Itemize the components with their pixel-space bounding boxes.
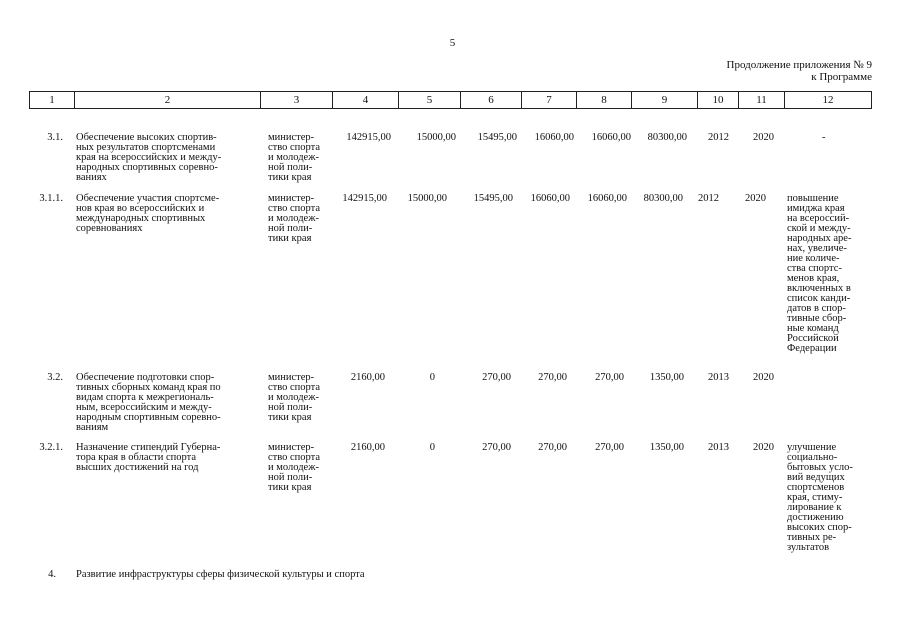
total-amount: 2160,00 — [350, 442, 385, 453]
total-amount: 2160,00 — [350, 372, 385, 383]
amount-2014: 270,00 — [538, 372, 567, 383]
amount-total-period: 80300,00 — [643, 193, 683, 204]
amount-2014: 16060,00 — [530, 193, 570, 204]
executor: министер- ство спорта и молодеж- ной поли- тики края — [268, 132, 321, 183]
header-col-2: 2 — [75, 92, 261, 108]
amount-2015: 270,00 — [595, 372, 624, 383]
total-amount: 142915,00 — [342, 193, 387, 204]
end-year: 2020 — [753, 442, 774, 453]
amount-2013: 15495,00 — [473, 193, 513, 204]
amount-total-period: 80300,00 — [647, 132, 687, 143]
amount-2015: 16060,00 — [591, 132, 631, 143]
activity-name: Обеспечение подготовки спор- тивных сборных команд края по видам спорта к межрегиональ- ным, всероссийским и между- народным спортивным соревно- ваниям — [76, 372, 221, 433]
header-col-12: 12 — [822, 94, 834, 106]
start-year: 2012 — [698, 193, 719, 204]
activity-name: Обеспечение участия спортсме- нов края во всероссийских и международных спортивных соревнованиях — [76, 193, 220, 234]
amount-total-period: 1350,00 — [649, 442, 684, 453]
amount-2014: 270,00 — [538, 442, 567, 453]
header-col-9: 9 — [632, 92, 698, 108]
header-col-3: 3 — [261, 92, 333, 108]
header-col-1: 1 — [30, 92, 75, 108]
continuation-line-2: к Программе — [811, 71, 872, 83]
section-number: 4. — [48, 569, 56, 580]
table-header-row — [29, 91, 872, 109]
header-col-11: 11 — [739, 92, 785, 108]
row-number: 3.1.1. — [39, 193, 63, 204]
executor: министер- ство спорта и молодеж- ной поли- тики края — [268, 442, 321, 493]
activity-name: Назначение стипендий Губерна- тора края в области спорта высших достижений на год — [76, 442, 221, 473]
amount-2014: 16060,00 — [534, 132, 574, 143]
amount-2013: 270,00 — [482, 372, 511, 383]
row-number: 3.1. — [47, 132, 63, 143]
row-number: 3.2.1. — [39, 442, 63, 453]
continuation-line-1: Продолжение приложения № 9 — [726, 59, 872, 71]
expected-result: улучшение социально- бытовых усло- вий ведущих спортсменов края, стиму- лирование к достижению высоких спор- тивных ре- зультатов — [787, 442, 853, 553]
amount-2015: 270,00 — [595, 442, 624, 453]
amount-2015: 16060,00 — [587, 193, 627, 204]
expected-result: повышение имиджа края на всероссий- ской и между- народных аре- нах, увеличе- ние количе- ства спортс- менов края, включенных в список канди- датов в спор- тивные сбор- ные команд Российской Федерации — [787, 193, 852, 354]
amount-2012: 15000,00 — [407, 193, 447, 204]
header-col-8: 8 — [577, 92, 632, 108]
activity-name: Обеспечение высоких спортив- ных результатов спортсменами края на всероссийских и между- народных спортивных соревно- ваниях — [76, 132, 222, 183]
executor: министер- ство спорта и молодеж- ной поли- тики края — [268, 372, 321, 423]
appendix-continuation — [727, 59, 872, 83]
start-year: 2013 — [708, 442, 729, 453]
header-col-7: 7 — [522, 92, 577, 108]
start-year: 2012 — [708, 132, 729, 143]
row-number: 3.2. — [47, 372, 63, 383]
amount-total-period: 1350,00 — [649, 372, 684, 383]
amount-2012: 0 — [429, 372, 435, 383]
end-year: 2020 — [753, 132, 774, 143]
amount-2013: 270,00 — [482, 442, 511, 453]
end-year: 2020 — [753, 372, 774, 383]
start-year: 2013 — [708, 372, 729, 383]
end-year: 2020 — [745, 193, 766, 204]
section-title: Развитие инфраструктуры сферы физической культуры и спорта — [76, 569, 365, 580]
header-col-6: 6 — [461, 92, 522, 108]
header-col-10: 10 — [698, 92, 739, 108]
expected-result: - — [822, 132, 826, 143]
executor: министер- ство спорта и молодеж- ной поли- тики края — [268, 193, 321, 244]
page-number: 5 — [449, 37, 456, 49]
amount-2013: 15495,00 — [477, 132, 517, 143]
header-col-4: 4 — [333, 92, 399, 108]
amount-2012: 0 — [429, 442, 435, 453]
amount-2012: 15000,00 — [416, 132, 456, 143]
header-col-5: 5 — [399, 92, 461, 108]
total-amount: 142915,00 — [346, 132, 391, 143]
